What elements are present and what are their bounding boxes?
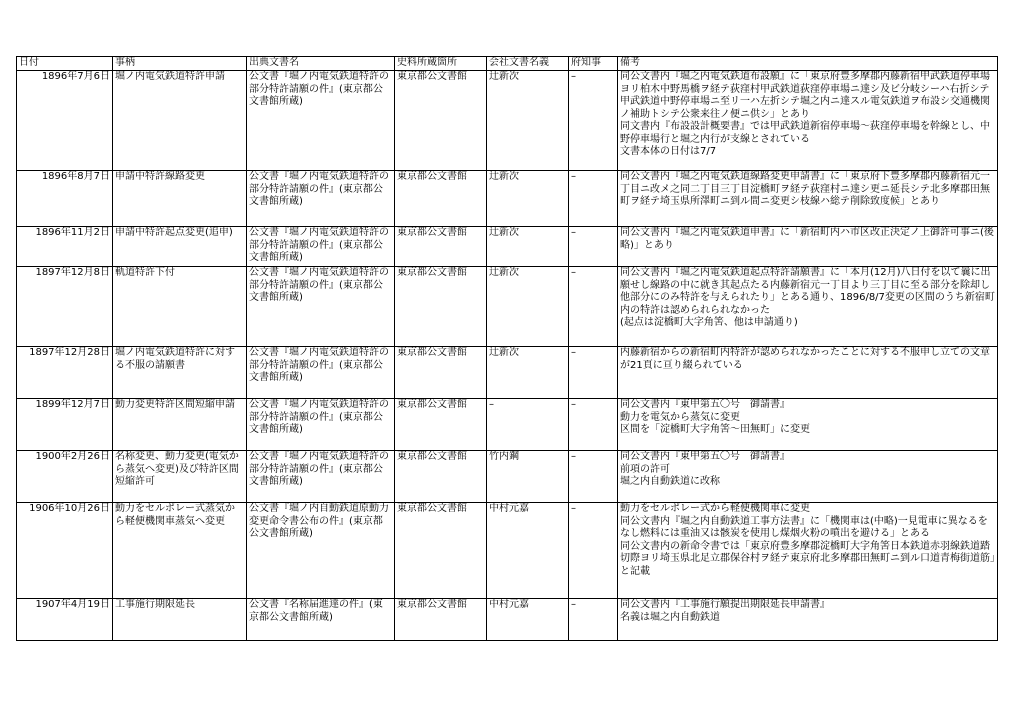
row-source: 公文書『堀ノ内電気鉄道特許の部分特許請願の件』(東京都公文書館所蔵) [247, 347, 395, 399]
row-governor: – [569, 503, 618, 599]
row-company: – [487, 399, 569, 451]
row-date: 1896年8月7日 [17, 171, 113, 227]
history-table [16, 56, 998, 641]
row-date: 1896年7月6日 [17, 71, 113, 171]
row-event: 動力をセルポレー式蒸気から軽便機関車蒸気へ変更 [113, 503, 247, 599]
row-source: 公文書『堀ノ内電気鉄道特許の部分特許請願の件』(東京都公文書館所蔵) [247, 71, 395, 171]
row-event: 工事施行期限延長 [113, 599, 247, 641]
row-archive: 東京都公文書館 [395, 267, 487, 347]
table-row [17, 599, 998, 641]
row-event: 動力変更特許区間短縮申請 [113, 399, 247, 451]
row-archive: 東京都公文書館 [395, 399, 487, 451]
row-notes: 内藤新宿からの新宿町内特許が認められなかったことに対する不服申し立ての文章が21頁に亘り綴られている [618, 347, 998, 399]
row-source: 公文書『堀ノ内自動鉄道原動力変更命令書公布の件』(東京都公文書館所蔵) [247, 503, 395, 599]
document-sheet [16, 56, 998, 641]
row-archive: 東京都公文書館 [395, 227, 487, 267]
row-date: 1896年11月2日 [17, 227, 113, 267]
row-source: 公文書『名称届進達の件』(東京都公文書館所蔵) [247, 599, 395, 641]
row-archive: 東京都公文書館 [395, 503, 487, 599]
row-date: 1897年12月28日 [17, 347, 113, 399]
row-company: 辻新次 [487, 227, 569, 267]
row-governor: – [569, 599, 618, 641]
row-governor: – [569, 451, 618, 503]
row-notes: 同公文書内『東甲第五〇号 御請書』 動力を電気から蒸気に変更 区間を「淀橋町大字角筈〜田無町」に変更 [618, 399, 998, 451]
row-event: 軌道特許下付 [113, 267, 247, 347]
row-date: 1899年12月7日 [17, 399, 113, 451]
table-row [17, 227, 998, 267]
row-company: 竹内鋼 [487, 451, 569, 503]
table-row [17, 71, 998, 171]
header-archive: 史料所蔵箇所 [395, 57, 487, 71]
row-governor: – [569, 347, 618, 399]
row-event: 申請中特許線路変更 [113, 171, 247, 227]
row-company: 中村元嘉 [487, 599, 569, 641]
row-company: 辻新次 [487, 347, 569, 399]
row-governor: – [569, 171, 618, 227]
row-source: 公文書『堀ノ内電気鉄道特許の部分特許請願の件』(東京都公文書館所蔵) [247, 451, 395, 503]
row-notes: 同公文書内『東甲第五〇号 御請書』 前項の許可 堀之内自動鉄道に改称 [618, 451, 998, 503]
row-event: 名称変更、動力変更(電気から蒸気へ変更)及び特許区間短縮許可 [113, 451, 247, 503]
table-row [17, 399, 998, 451]
header-company: 会社文書名義 [487, 57, 569, 71]
header-source: 出典文書名 [247, 57, 395, 71]
row-date: 1906年10月26日 [17, 503, 113, 599]
row-company: 辻新次 [487, 171, 569, 227]
row-date: 1900年2月26日 [17, 451, 113, 503]
row-governor: – [569, 71, 618, 171]
row-archive: 東京都公文書館 [395, 347, 487, 399]
table-header-row [17, 57, 998, 71]
row-company: 辻新次 [487, 267, 569, 347]
row-notes: 同公文書内『堀之内電気鉄道布設願』に「東京府豊多摩郡内藤新宿甲武鉄道停車場ヨリ柏木中野馬橋ヲ経テ荻窪村甲武鉄道荻窪停車場ニ達シ及ビ分岐シーハ右折シテ甲武鉄道中野停車場ニ至リ一ハ左折シテ堀之内ニ達スル電気鉄道ヲ布設シ交通機関ノ補助トシテ公衆来往ノ便ニ供シ」とあり 同文書内『布設設計概要書』では甲武鉄道新宿停車場〜荻窪停車場を幹線とし、中野停車場行と堀之内行が支線とされている 文書本体の日付は7/7 [618, 71, 998, 171]
row-archive: 東京都公文書館 [395, 71, 487, 171]
row-governor: – [569, 227, 618, 267]
table-row [17, 451, 998, 503]
header-governor: 府知事 [569, 57, 618, 71]
row-archive: 東京都公文書館 [395, 171, 487, 227]
row-notes: 動力をセルポレー式から軽便機関車に変更 同公文書内『堀之内自動鉄道工事方法書』に「機関車は(中略)一見電車に異なるをなし燃料には重油又は骸炭を使用し煤烟火粉の噴出を避ける」とある 同公文書内の新命令書では「東京府豊多摩郡淀橋町大字角筈日本鉄道赤羽線鉄道踏切際ヨリ埼玉県北足立郡保谷村ヲ経テ東京府北多摩郡田無町ニ到ル口道青梅街道筋」と記載 [618, 503, 998, 599]
table-row [17, 347, 998, 399]
row-archive: 東京都公文書館 [395, 599, 487, 641]
row-source: 公文書『堀ノ内電気鉄道特許の部分特許請願の件』(東京都公文書館所蔵) [247, 171, 395, 227]
table-row [17, 171, 998, 227]
table-row [17, 267, 998, 347]
table-row [17, 503, 998, 599]
row-governor: – [569, 267, 618, 347]
row-event: 申請中特許起点変更(追申) [113, 227, 247, 267]
row-notes: 同公文書内『堀之内電気鉄道起点特許請願書』に「本月(12月)八日付を以て曩に出願せし線路の中に就き其起点たる内藤新宿元一丁目より三丁目に至る部分を除却し他部分にのみ特許を与えられたり」とある通り、1896/8/7変更の区間のうち新宿町内の特許は認められられなかった (起点は淀橋町大字角筈、他は申請通り) [618, 267, 998, 347]
row-source: 公文書『堀ノ内電気鉄道特許の部分特許請願の件』(東京都公文書館所蔵) [247, 399, 395, 451]
row-governor: – [569, 399, 618, 451]
row-event: 堀ノ内電気鉄道特許申請 [113, 71, 247, 171]
row-notes: 同公文書内『堀之内電気鉄道線路変更申請書』に「東京府下豊多摩郡内藤新宿元一丁目ニ改メ之同二丁目三丁目淀橋町ヲ経テ荻窪村ニ達シ更ニ延長シテ北多摩郡田無町ヲ経テ埼玉県所澤町ニ到ル間ニ変更シ枝線ハ総テ削除致度候」とあり [618, 171, 998, 227]
row-date: 1907年4月19日 [17, 599, 113, 641]
row-notes: 同公文書内『堀之内電気鉄道申書』に「新宿町内ハ市区改正決定ノ上御許可事ニ(後略)」とあり [618, 227, 998, 267]
row-event: 堀ノ内電気鉄道特許に対する不服の請願書 [113, 347, 247, 399]
header-notes: 備考 [618, 57, 998, 71]
row-source: 公文書『堀ノ内電気鉄道特許の部分特許請願の件』(東京都公文書館所蔵) [247, 267, 395, 347]
header-event: 事柄 [113, 57, 247, 71]
row-notes: 同公文書内『工事施行願提出期限延長申請書』 名義は堀之内自動鉄道 [618, 599, 998, 641]
row-source: 公文書『堀ノ内電気鉄道特許の部分特許請願の件』(東京都公文書館所蔵) [247, 227, 395, 267]
row-date: 1897年12月8日 [17, 267, 113, 347]
header-date: 日付 [17, 57, 113, 71]
row-company: 辻新次 [487, 71, 569, 171]
row-company: 中村元嘉 [487, 503, 569, 599]
row-archive: 東京都公文書館 [395, 451, 487, 503]
